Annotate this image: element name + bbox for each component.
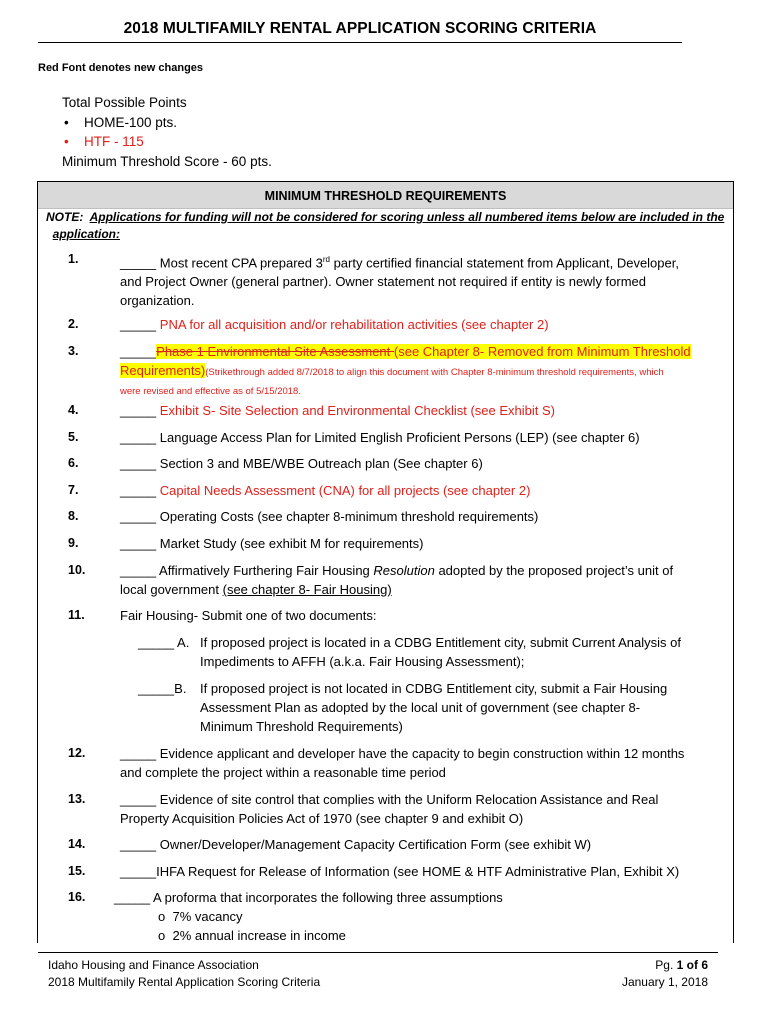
item-number: 11. xyxy=(68,608,85,622)
footer-divider xyxy=(38,952,718,953)
revision-note-2: were revised and effective as of 5/15/2018. xyxy=(120,386,301,397)
points-htf: • HTF - 115 xyxy=(84,132,272,152)
item-number: 5. xyxy=(68,430,79,444)
option-label: _____B. xyxy=(138,681,187,696)
item-text-body: Section 3 and MBE/WBE Outreach plan (See chapter 6) xyxy=(156,456,483,471)
option-text xyxy=(200,633,728,671)
option-text-2: Impediments to AFFH (a.k.a. Fair Housing Assessment); xyxy=(200,654,525,669)
checkbox-blank: _____ xyxy=(120,792,157,807)
note-line1: Applications for funding will not be considered for scoring unless all numbered items below are included in the xyxy=(89,210,725,224)
footer-date: January 1, 2018 xyxy=(621,975,708,989)
item-text xyxy=(120,315,730,334)
box-header xyxy=(38,182,733,209)
item-text: Fair Housing- Submit one of two documents: xyxy=(120,608,377,623)
item-number: 7. xyxy=(68,483,79,497)
option-text xyxy=(200,679,728,736)
item-text-c: and Project Owner (general partner). Owner statement not required if entity is newly formed xyxy=(120,274,647,290)
item-text-italic: Resolution xyxy=(373,563,435,578)
circle-bullet-icon: o xyxy=(158,928,166,943)
item-text xyxy=(120,534,730,553)
item-text xyxy=(120,454,730,473)
item-text-body: Exhibit S- Site Selection and Environmental Checklist (see Exhibit S) xyxy=(156,403,556,418)
item-text-d: organization. xyxy=(120,293,195,309)
points-home: • HOME-100 pts. xyxy=(84,113,272,133)
item-number: 2. xyxy=(68,317,79,331)
item-text xyxy=(120,250,730,310)
points-threshold: Minimum Threshold Score - 60 pts. xyxy=(62,153,272,169)
item-text-body: Language Access Plan for Limited English Proficient Persons (LEP) (see chapter 6) xyxy=(156,430,640,445)
points-heading: Total Possible Points xyxy=(62,95,187,110)
note-line2: application: xyxy=(52,227,121,241)
item-number: 10. xyxy=(68,563,86,577)
item-text-c: local government xyxy=(120,582,223,597)
item-text-a: Evidence of site control that complies with the Uniform Relocation Assistance and Real xyxy=(156,792,659,807)
footer-left xyxy=(48,957,320,991)
footer-org: Idaho Housing and Finance Association xyxy=(48,958,259,972)
item-number: 14. xyxy=(68,837,86,851)
title-divider xyxy=(38,42,682,43)
highlighted-text-2: Requirements) xyxy=(120,363,206,378)
total-points-section xyxy=(62,93,272,171)
item-text xyxy=(120,428,730,447)
item-text-a: Evidence applicant and developer have the capacity to begin construction within 12 months xyxy=(156,746,685,761)
option-text-3: Minimum Threshold Requirements) xyxy=(200,719,403,734)
checkbox-blank: _____ xyxy=(114,890,151,905)
assumption-text: 7% vacancy xyxy=(172,909,243,924)
footer-doc-name: 2018 Multifamily Rental Application Scoring Criteria xyxy=(48,975,321,989)
item-text-b: and complete the project within a reasonable time period xyxy=(120,765,446,780)
checkbox-blank: _____ xyxy=(120,509,157,524)
assumption-income xyxy=(158,926,346,945)
item-text-b: Property Acquisition Policies Act of 1970 (see chapter 9 and exhibit O) xyxy=(120,811,524,826)
item-text-underlined: (see chapter 8- Fair Housing) xyxy=(222,582,392,597)
page-number: 1 of 6 xyxy=(676,958,708,972)
checkbox-blank: _____ xyxy=(120,403,157,418)
footer-right xyxy=(622,957,708,991)
option-text-1: If proposed project is located in a CDBG Entitlement city, submit Current Analysis of xyxy=(200,635,681,650)
item-number: 3. xyxy=(68,344,79,358)
checkbox-blank: _____ xyxy=(120,837,157,852)
item-text-b: adopted by the proposed project’s unit of xyxy=(434,563,674,578)
red-font-note: Red Font denotes new changes xyxy=(38,62,204,74)
checkbox-blank: _____ xyxy=(120,456,157,471)
checkbox-blank: _____ xyxy=(120,563,157,578)
item-number: 12. xyxy=(68,746,86,760)
item-text xyxy=(120,507,730,526)
item-text xyxy=(114,888,724,907)
checkbox-blank: _____ xyxy=(120,430,157,445)
item-text-body: Owner/Developer/Management Capacity Certification Form (see exhibit W) xyxy=(156,837,592,852)
superscript: rd xyxy=(322,255,330,264)
checkbox-blank: _____ xyxy=(120,344,157,359)
item-text-a: Most recent CPA prepared 3 xyxy=(156,255,323,271)
assumption-text: 2% annual increase in income xyxy=(172,928,346,943)
item-number: 8. xyxy=(68,509,79,523)
checkbox-blank: _____ xyxy=(120,317,157,332)
checkbox-blank: _____ xyxy=(120,483,157,498)
item-number: 16. xyxy=(68,890,86,904)
item-text-body: Capital Needs Assessment (CNA) for all projects (see chapter 2) xyxy=(156,483,531,498)
box-title: MINIMUM THRESHOLD REQUIREMENTS xyxy=(264,189,507,203)
assumption-vacancy xyxy=(158,907,243,926)
revision-note: (Strikethrough added 8/7/2018 to align this document with Chapter 8-minimum threshold requirements, which xyxy=(205,367,664,378)
checkbox-blank: _____ xyxy=(120,864,157,879)
option-text-1: If proposed project is not located in CDBG Entitlement city, submit a Fair Housing xyxy=(200,681,668,696)
item-text xyxy=(120,835,730,854)
note-prefix: NOTE: xyxy=(46,210,84,224)
item-number: 13. xyxy=(68,792,86,806)
checkbox-blank: _____ xyxy=(120,255,157,271)
threshold-requirements-box xyxy=(37,181,734,943)
item-text xyxy=(120,561,730,599)
item-number: 4. xyxy=(68,403,79,417)
document-title: 2018 MULTIFAMILY RENTAL APPLICATION SCORING CRITERIA xyxy=(123,20,597,37)
item-text xyxy=(120,744,730,782)
struck-text: Phase 1 Environmental Site Assessment xyxy=(156,344,394,359)
page-prefix: Pg. xyxy=(655,958,677,972)
item-text xyxy=(120,481,730,500)
item-text xyxy=(120,862,730,881)
box-note xyxy=(46,209,726,243)
option-text-2: Assessment Plan as adopted by the local unit of government (see chapter 8- xyxy=(200,700,641,715)
checkbox-blank: _____ xyxy=(120,536,157,551)
item-text xyxy=(120,342,730,399)
item-text-body: A proforma that incorporates the following three assumptions xyxy=(150,890,503,905)
item-text-body: IHFA Request for Release of Information (see HOME & HTF Administrative Plan, Exhibit X) xyxy=(156,864,680,879)
highlighted-text: (see Chapter 8- Removed from Minimum Threshold xyxy=(393,344,691,359)
item-text-body: Market Study (see exhibit M for requirements) xyxy=(156,536,424,551)
item-text-body: PNA for all acquisition and/or rehabilitation activities (see chapter 2) xyxy=(156,317,549,332)
circle-bullet-icon: o xyxy=(158,909,166,924)
item-text xyxy=(120,790,730,828)
item-number: 1. xyxy=(68,252,79,266)
item-text xyxy=(120,401,730,420)
item-text-body: Operating Costs (see chapter 8-minimum threshold requirements) xyxy=(156,509,539,524)
item-number: 6. xyxy=(68,456,79,470)
option-label: _____ A. xyxy=(138,635,190,650)
footer-page xyxy=(622,957,708,974)
item-text-a: Affirmatively Furthering Fair Housing xyxy=(156,563,374,578)
item-number: 15. xyxy=(68,864,86,878)
item-text-b: party certified financial statement from Applicant, Developer, xyxy=(329,255,679,271)
checkbox-blank: _____ xyxy=(120,746,157,761)
item-number: 9. xyxy=(68,536,79,550)
